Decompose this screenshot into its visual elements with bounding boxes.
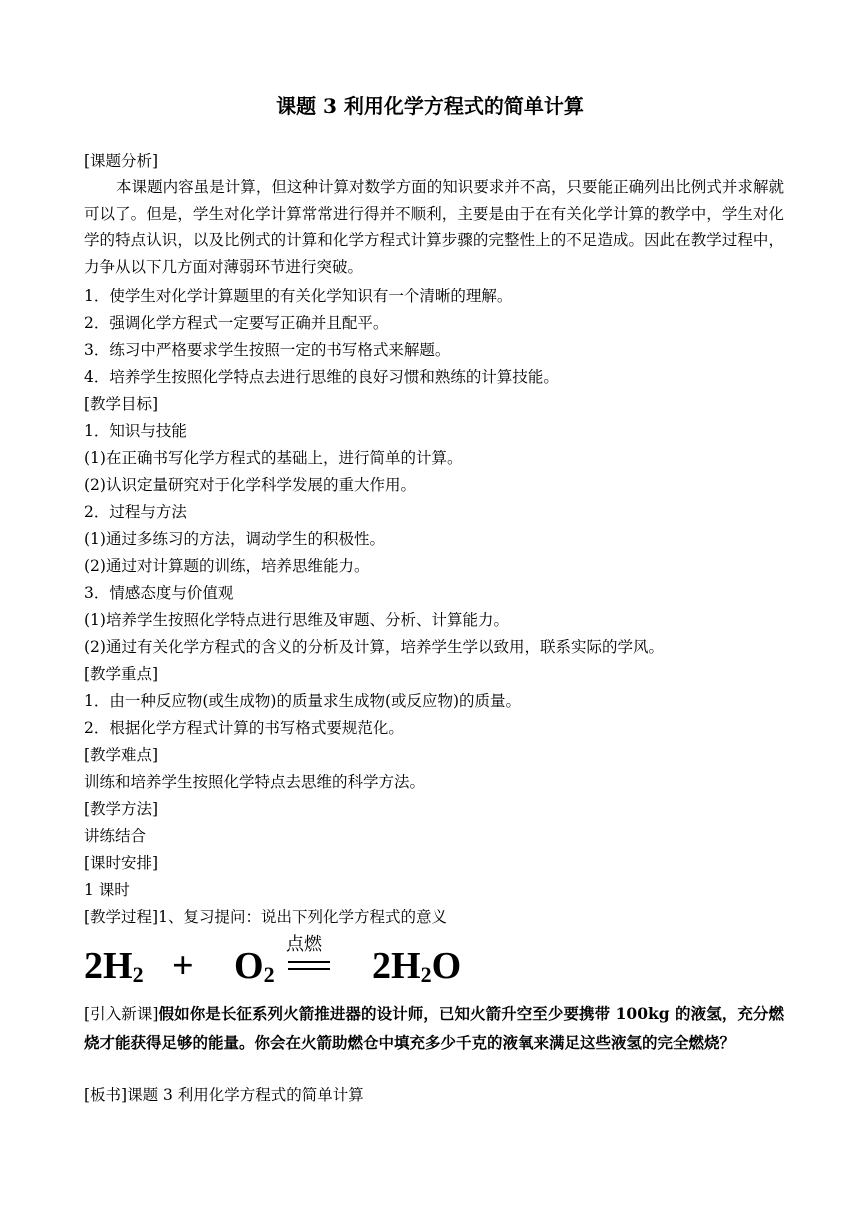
method-heading: [教学方法]	[84, 800, 159, 818]
goal-line: (1)在正确书写化学方程式的基础上，进行简单的计算。	[84, 449, 463, 467]
key-point: 2．根据化学方程式计算的书写格式要规范化。	[84, 719, 404, 737]
analysis-item: 4．培养学生按照化学特点去进行思维的良好习惯和熟练的计算技能。	[84, 368, 559, 386]
difficulty-text: 训练和培养学生按照化学特点去思维的科学方法。	[84, 773, 426, 791]
time-text: 1 课时	[84, 881, 130, 899]
difficulty-heading: [教学难点]	[84, 746, 159, 764]
equation-reactant-h2: $2H_2$	[84, 945, 144, 987]
key-point: 1．由一种反应物(或生成物)的质量求生成物(或反应物)的质量。	[84, 692, 522, 710]
reaction-condition: 点燃	[286, 934, 322, 955]
analysis-item: 3．练习中严格要求学生按照一定的书写格式来解题。	[84, 341, 451, 359]
chemical-equation	[84, 934, 684, 998]
goal-line: (1)通过多练习的方法，调动学生的积极性。	[84, 530, 385, 548]
analysis-item: 2．强调化学方程式一定要写正确并且配平。	[84, 314, 389, 332]
document-title: 课题 3 利用化学方程式的简单计算	[276, 94, 584, 118]
key-heading: [教学重点]	[84, 665, 159, 683]
goal-line: 3．情感态度与价值观	[84, 584, 234, 602]
time-heading: [课时安排]	[84, 854, 159, 872]
method-text: 讲练结合	[84, 827, 147, 845]
process-line: [教学过程]1、复习提问：说出下列化学方程式的意义	[84, 908, 447, 926]
goal-line: 2．过程与方法	[84, 503, 187, 521]
goal-line: 1．知识与技能	[84, 422, 187, 440]
analysis-heading: [课题分析]	[84, 152, 159, 170]
intro-label: [引入新课]	[84, 1005, 159, 1023]
reaction-arrow	[288, 961, 330, 970]
intro-text: 假如你是长征系列火箭推进器的设计师，已知火箭升空至少要携带 100kg 的液氢，充分燃烧才能获得足够的能量。你会在火箭助燃仓中填充多少千克的液氧来满足这些液氢的完全燃烧？	[84, 1004, 784, 1052]
goal-line: (2)认识定量研究对于化学科学发展的重大作用。	[84, 476, 416, 494]
goal-line: (1)培养学生按照化学特点进行思维及审题、分析、计算能力。	[84, 611, 509, 629]
analysis-item: 1．使学生对化学计算题里的有关化学知识有一个清晰的理解。	[84, 287, 513, 305]
equation-product-h2o: $2H_2O$	[372, 945, 462, 987]
analysis-paragraph: 本课题内容虽是计算，但这种计算对数学方面的知识要求并不高，只要能正确列出比例式并求解就可以了。但是，学生对化学计算常常进行得并不顺利，主要是由于在有关化学计算的教学中，学生对化学的特点认识，以及比例式的计算和化学方程式计算步骤的完整性上的不足造成。因此在教学过程中，力争从以下几方面对薄弱环节进行突破。	[84, 178, 784, 277]
intro-paragraph	[84, 1000, 784, 1057]
equation-reactant-o2: $O_2$	[234, 945, 275, 987]
equation-plus: +	[172, 945, 194, 987]
goal-line: (2)通过有关化学方程式的含义的分析及计算，培养学生学以致用，联系实际的学风。	[84, 638, 664, 656]
goal-line: (2)通过对计算题的训练，培养思维能力。	[84, 557, 370, 575]
goals-heading: [教学目标]	[84, 395, 159, 413]
board-line: [板书]课题 3 利用化学方程式的简单计算	[84, 1086, 364, 1104]
